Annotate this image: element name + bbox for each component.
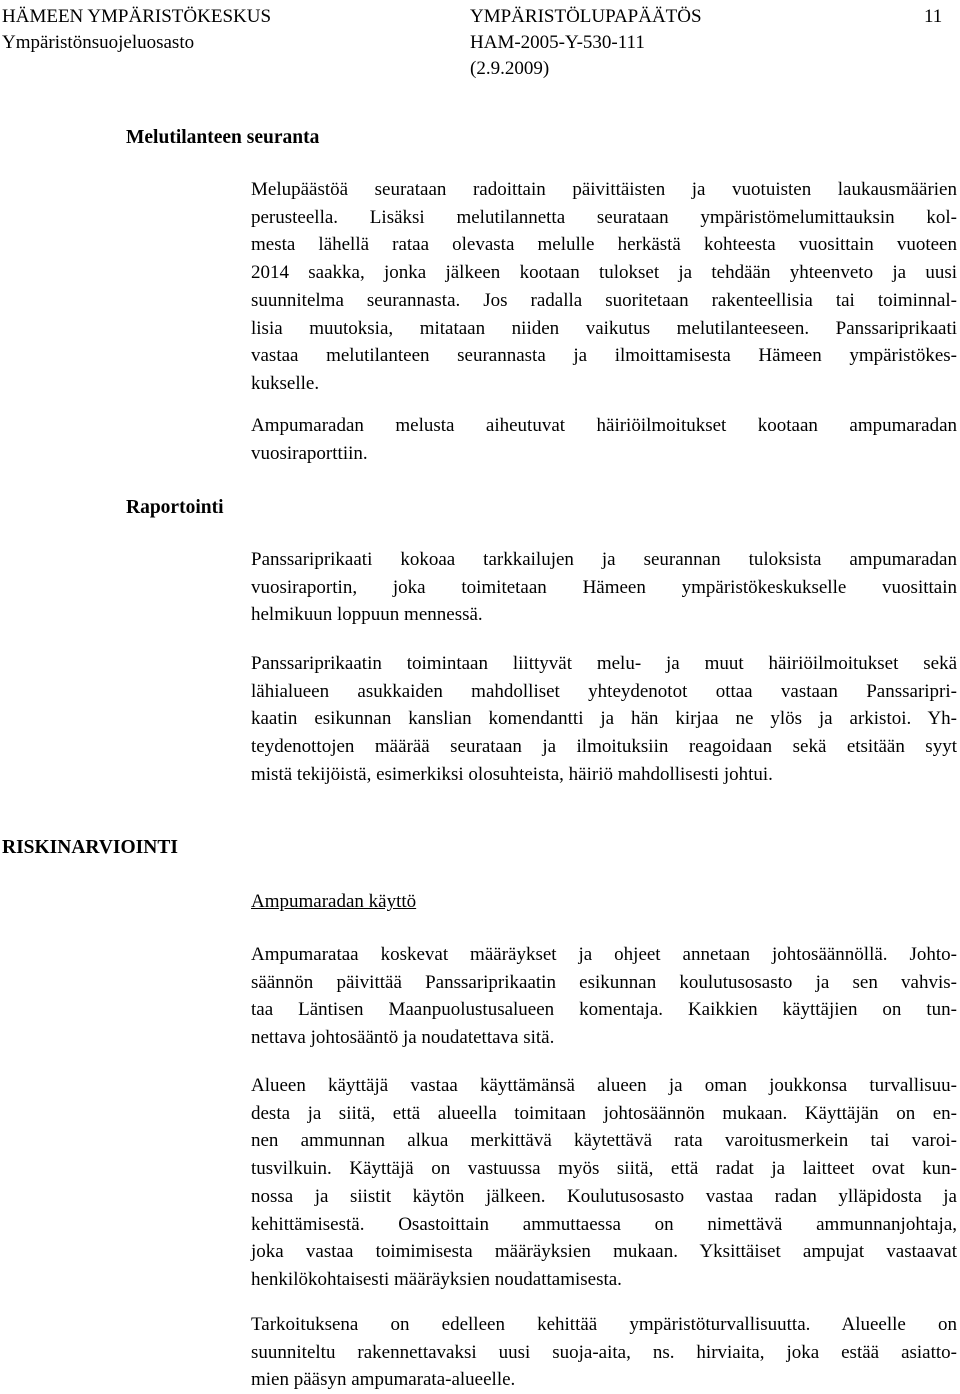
paragraph-line: joka vastaa toimimisesta määräyksien mukaan. Yksittäiset ampujat vastaavat bbox=[251, 1241, 957, 1263]
paragraph-line: mistä tekijöistä, esimerkiksi olosuhteista, häiriö mahdollisesti johtui. bbox=[251, 763, 773, 785]
paragraph-line: helmikuun loppuun mennessä. bbox=[251, 604, 483, 626]
paragraph-line: vastaa melutilanteen seurannasta ja ilmoittamisesta Hämeen ympäristökes- bbox=[251, 345, 957, 367]
paragraph-line: lisia muutoksia, mitataan niiden vaikutus melutilanteeseen. Panssariprikaati bbox=[251, 317, 957, 339]
paragraph-yhteydenotot bbox=[251, 650, 957, 789]
paragraph-line: kehittämisestä. Osastoittain ammuttaessa on nimettävä ammunnanjohtaja, bbox=[251, 1213, 957, 1235]
paragraph-line: vuosiraportin, joka toimitetaan Hämeen ympäristökeskukselle vuosittain bbox=[251, 576, 957, 598]
paragraph-line: kukselle. bbox=[251, 372, 320, 394]
paragraph-line: vuosiraporttiin. bbox=[251, 442, 368, 464]
paragraph-line: kaatin esikunnan kanslian komendantti ja hän kirjaa ne ylös ja arkistoi. Yh- bbox=[251, 708, 957, 730]
paragraph-ymparistoturvallisuus bbox=[251, 1311, 957, 1394]
subheading-ampumaradan-kaytto bbox=[251, 888, 957, 916]
paragraph-line: Panssariprikaatin toimintaan liittyvät melu- ja muut häiriöilmoitukset sekä bbox=[251, 653, 957, 674]
paragraph-line: nossa ja siistit käytön jälkeen. Koulutusosasto vastaa radan ylläpidosta ja bbox=[251, 1185, 957, 1207]
paragraph-line: Panssariprikaati kokoaa tarkkailujen ja seurannan tuloksista ampumaradan bbox=[251, 549, 957, 570]
page-number: 11 bbox=[924, 6, 943, 27]
header-org: HÄMEEN YMPÄRISTÖKESKUS bbox=[2, 6, 272, 27]
paragraph-line: lähialueen asukkaiden mahdolliset yhteydenotot ottaa vastaan Panssaripri- bbox=[251, 680, 957, 702]
paragraph-hairioilmoitukset bbox=[251, 412, 957, 467]
header-doc-id: HAM-2005-Y-530-111 bbox=[470, 32, 645, 53]
paragraph-line: säännön päivittää Panssariprikaatin esikunnan koulutusosasto ja sen vahvis- bbox=[251, 971, 957, 993]
paragraph-melu-seuranta bbox=[251, 176, 957, 398]
paragraph-line: Ampumarataa koskevat määräykset ja ohjeet annetaan johtosäännöllä. Johto- bbox=[251, 944, 957, 965]
paragraph-line: suunniteltu rakennettavaksi uusi suoja-aita, ns. hirviaita, joka estää asiatto- bbox=[251, 1341, 957, 1363]
paragraph-line: tusvilkuin. Käyttäjä on vastuussa myös siitä, että radat ja laitteet ovat kun- bbox=[251, 1158, 957, 1180]
subheading-text: Ampumaradan käyttö bbox=[251, 891, 417, 912]
paragraph-line: mesta lähellä rataa olevasta melulle herkästä kohteesta vuosittain vuoteen bbox=[251, 234, 957, 256]
paragraph-line: nen ammunnan alkua merkittävä käytettävä rata varoitusmerkein tai varoi- bbox=[251, 1130, 957, 1152]
paragraph-line: Tarkoituksena on edelleen kehittää ympäristöturvallisuutta. Alueelle on bbox=[251, 1314, 957, 1335]
paragraph-line: Melupäästöä seurataan radoittain päivittäisten ja vuotuisten laukausmäärien bbox=[251, 179, 957, 200]
paragraph-kayttajan-vastuu bbox=[251, 1072, 957, 1294]
paragraph-line: Ampumaradan melusta aiheutuvat häiriöilmoitukset kootaan ampumaradan bbox=[251, 415, 957, 436]
paragraph-line: suunnitelma seurannasta. Jos radalla suoritetaan rakenteellisia tai toiminnal- bbox=[251, 289, 957, 311]
paragraph-line: perusteella. Lisäksi melutilannetta seurataan ympäristömelumittauksin kol- bbox=[251, 206, 957, 228]
paragraph-line: nettava johtosääntö ja noudatettava sitä. bbox=[251, 1027, 555, 1049]
paragraph-johtosaanto bbox=[251, 941, 957, 1052]
paragraph-line: mien pääsyn ampumarata-alueelle. bbox=[251, 1369, 516, 1391]
heading-raportointi: Raportointi bbox=[126, 497, 224, 518]
paragraph-vuosiraportti bbox=[251, 546, 957, 629]
paragraph-line: 2014 saakka, jonka jälkeen kootaan tulokset ja tehdään yhteenveto ja uusi bbox=[251, 262, 957, 284]
header-doc-date: (2.9.2009) bbox=[470, 58, 550, 79]
paragraph-line: teydenottojen määrää seurataan ja ilmoituksiin reagoidaan sekä etsitään syyt bbox=[251, 736, 957, 758]
paragraph-line: taa Läntisen Maanpuolustusalueen komentaja. Kaikkien käyttäjien on tun- bbox=[251, 999, 957, 1021]
paragraph-line: henkilökohtaisesti määräyksien noudattamisesta. bbox=[251, 1268, 622, 1290]
paragraph-line: desta ja siitä, että alueella toimitaan johtosäännön mukaan. Käyttäjän on en- bbox=[251, 1102, 957, 1124]
header-doc-type: YMPÄRISTÖLUPAPÄÄTÖS bbox=[470, 6, 702, 27]
header-department: Ympäristönsuojeluosasto bbox=[2, 32, 195, 53]
heading-melutilanteen-seuranta: Melutilanteen seuranta bbox=[126, 127, 320, 148]
heading-riskinarviointi: RISKINARVIOINTI bbox=[2, 837, 178, 858]
paragraph-line: Alueen käyttäjä vastaa käyttämänsä alueen ja oman joukkonsa turvallisuu- bbox=[251, 1075, 957, 1096]
